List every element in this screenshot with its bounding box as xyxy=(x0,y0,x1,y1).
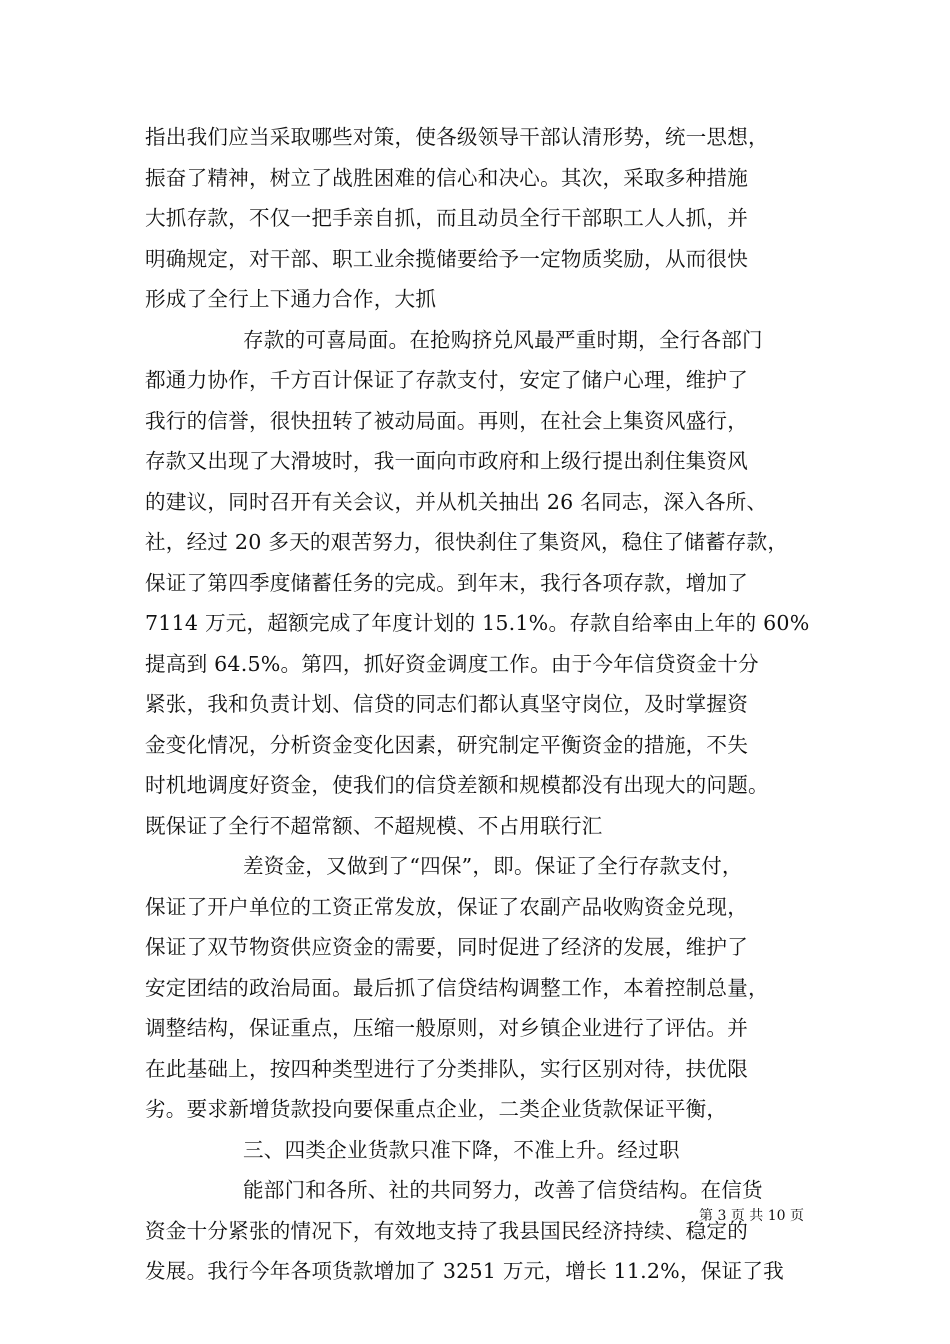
text-line: 我行的信誉，很快扭转了被动局面。再则，在社会上集资风盛行， xyxy=(145,408,749,433)
text-line: 存款的可喜局面。在抢购挤兑风最严重时期，全行各部门 xyxy=(243,327,763,352)
text-line: 保证了开户单位的工资正常发放，保证了农副产品收购资金兑现， xyxy=(145,894,749,919)
text-line: 调整结构，保证重点，压缩一般原则，对乡镇企业进行了评估。并 xyxy=(145,1016,749,1040)
text-line: 存款又出现了大滑坡时，我一面向市政府和上级行提出刹住集资风 xyxy=(145,449,749,473)
text-line: 都通力协作，千方百计保证了存款支付，安定了储户心理，维护了 xyxy=(145,368,749,392)
page-number-footer: 第 3 页 共 10 页 xyxy=(699,1208,804,1224)
text-line: 发展。我行今年各项货款增加了 3251 万元，增长 11.2%，保证了我 xyxy=(145,1259,784,1283)
text-line: 保证了双节物资供应资金的需要，同时促进了经济的发展，维护了 xyxy=(145,935,749,959)
text-line: 大抓存款，不仅一把手亲自抓，而且动员全行干部职工人人抓，并 xyxy=(145,206,749,230)
text-line: 提高到 64.5%。第四，抓好资金调度工作。由于今年信贷资金十分 xyxy=(145,651,759,676)
text-line: 7114 万元，超额完成了年度计划的 15.1%。存款自给率由上年的 60% xyxy=(145,611,810,635)
text-line: 差资金，又做到了“四保”，即。保证了全行存款支付， xyxy=(243,854,743,878)
text-line: 资金十分紧张的情况下，有效地支持了我县国民经济持续、稳定的 xyxy=(145,1218,749,1243)
text-line: 明确规定，对干部、职工业余揽储要给予一定物质奖励，从而很快 xyxy=(145,246,749,271)
text-line: 保证了第四季度储蓄任务的完成。到年末，我行各项存款，增加了 xyxy=(145,570,749,595)
text-line: 既保证了全行不超常额、不超规模、不占用联行汇 xyxy=(145,813,603,838)
text-line: 在此基础上，按四种类型进行了分类排队，实行区别对待，扶优限 xyxy=(145,1056,749,1081)
text-line: 能部门和各所、社的共同努力，改善了信贷结构。在信货 xyxy=(243,1178,763,1202)
text-line: 紧张，我和负责计划、信贷的同志们都认真坚守岗位，及时掌握资 xyxy=(145,692,749,716)
text-line: 三、四类企业货款只准下降，不准上升。经过职 xyxy=(243,1137,680,1162)
text-line: 的建议，同时召开有关会议，并从机关抽出 26 名同志，深入各所、 xyxy=(145,489,768,514)
text-line: 金变化情况，分析资金变化因素，研究制定平衡资金的措施，不失 xyxy=(145,732,749,757)
text-line: 指出我们应当采取哪些对策，使各级领导干部认清形势，统一思想， xyxy=(145,125,769,149)
text-line: 劣。要求新增货款投向要保重点企业，二类企业货款保证平衡， xyxy=(145,1097,728,1121)
text-line: 安定团结的政治局面。最后抓了信贷结构调整工作，本着控制总量， xyxy=(145,975,769,1000)
text-line: 时机地调度好资金，使我们的信贷差额和规模都没有出现大的问题。 xyxy=(145,773,769,797)
text-line: 社，经过 20 多天的艰苦努力，很快刹住了集资风，稳住了储蓄存款， xyxy=(145,530,789,554)
document-body xyxy=(145,117,810,1292)
text-line: 振奋了精神，树立了战胜困难的信心和决心。其次，采取多种措施 xyxy=(145,165,749,190)
text-line: 形成了全行上下通力合作，大抓 xyxy=(145,287,437,311)
